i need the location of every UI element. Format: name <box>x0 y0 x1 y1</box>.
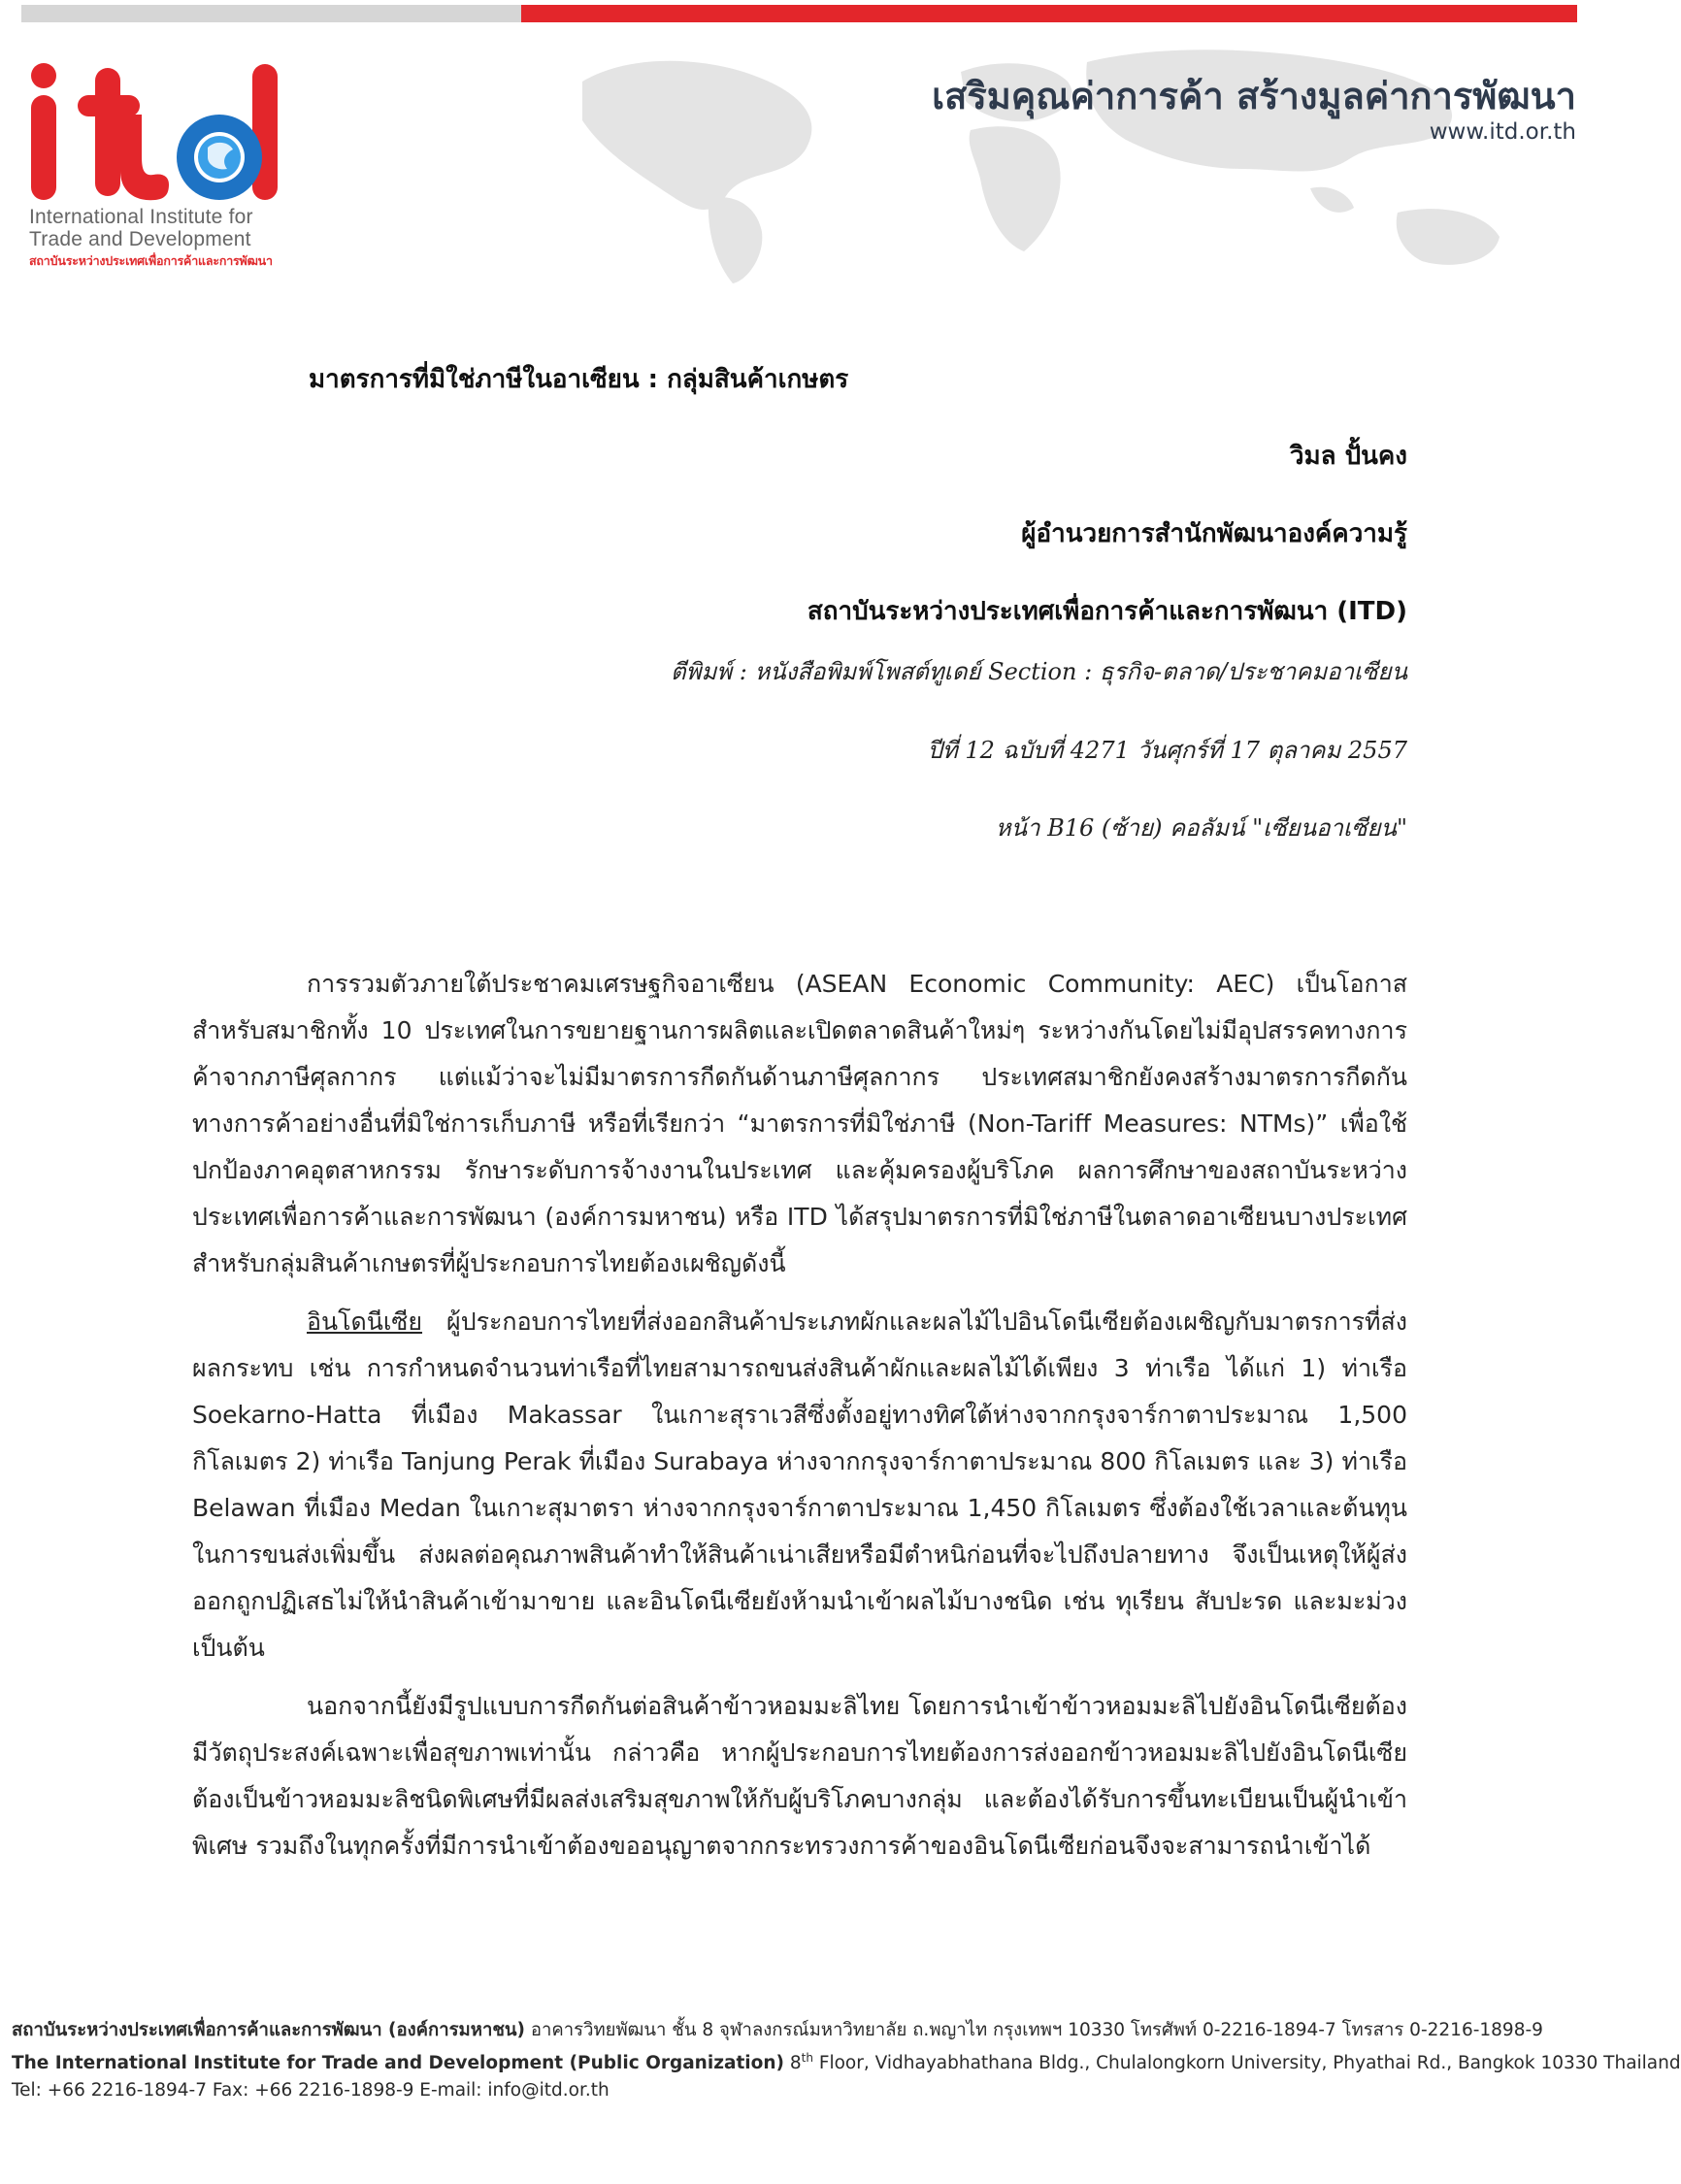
itd-logo-mark <box>27 56 289 207</box>
website-url: www.itd.or.th <box>1429 119 1576 145</box>
footer-english-floor: 8 <box>783 2053 802 2074</box>
paragraph-2 <box>192 1299 1407 1671</box>
footer-thai-name: สถาบันระหว่างประเทศเพื่อการค้าและการพัฒนา (องค์การมหาชน) <box>12 2020 525 2040</box>
footer-thai-line <box>12 2017 1594 2044</box>
world-map-background <box>544 23 1582 285</box>
footer-english-name: The International Institute for Trade and Development (Public Organization) <box>12 2053 784 2074</box>
paragraph-3 <box>192 1683 1407 1870</box>
itd-logo <box>27 56 289 275</box>
slogan: เสริมคุณค่าการค้า สร้างมูลค่าการพัฒนา <box>932 75 1576 117</box>
logo-english-line-2: Trade and Development <box>29 228 251 250</box>
paragraph-1-text: การรวมตัวภายใต้ประชาคมเศรษฐกิจอาเซียน (ASEAN Economic Community: AEC) เป็นโอกาสสำหรับสมาชิกทั้ง 10 ประเทศในการขยายฐานการผลิตและเปิดตลาดสินค้าใหม่ๆ ระหว่างกันโดยไม่มีอุปสรรคทางการค้าจากภาษีศุลกากร แต่แม้ว่าจะไม่มีมาตรการกีดกันด้านภาษีศุลกากร ประเทศสมาชิกยังคงสร้างมาตรการกีดกันทางการค้าอย่างอื่นที่มิใช่การเก็บภาษี หรือที่เรียกว่า “มาตรการที่มิใช่ภาษี (Non-Tariff Measures: NTMs)” เพื่อใช้ปกป้องภาคอุตสาหกรรม รักษาระดับการจ้างงานในประเทศ และคุ้มครองผู้บริโภค ผลการศึกษาของสถาบันระหว่างประเทศเพื่อการค้าและการพัฒนา (องค์การมหาชน) หรือ ITD ได้สรุปมาตรการที่มิใช่ภาษีในตลาดอาเซียนบางประเทศสำหรับกลุ่มสินค้าเกษตรที่ผู้ประกอบการไทยต้องเผชิญดังนี้ <box>192 970 1407 1277</box>
publication-source: ตีพิมพ์ : หนังสือพิมพ์โพสต์ทูเดย์ Section : ธุรกิจ-ตลาด/ประชาคมอาเซียน <box>671 658 1407 685</box>
paragraph-2-text: ผู้ประกอบการไทยที่ส่งออกสินค้าประเภทผักและผลไม้ไปอินโดนีเซียต้องเผชิญกับมาตรการที่ส่งผลกระทบ เช่น การกำหนดจำนวนท่าเรือที่ไทยสามารถขนส่งสินค้าผักและผลไม้ได้เพียง 3 ท่าเรือ ได้แก่ 1) ท่าเรือ Soekarno-Hatta ที่เมือง Makassar ในเกาะสุราเวสีซึ่งตั้งอยู่ทางทิศใต้ห่างจากกรุงจาร์กาตาประมาณ 1,500 กิโลเมตร 2) ท่าเรือ Tanjung Perak ที่เมือง Surabaya ห่างจากกรุงจาร์กาตาประมาณ 800 กิโลเมตร และ 3) ท่าเรือ Belawan ที่เมือง Medan ในเกาะสุมาตรา ห่างจากกรุงจาร์กาตาประมาณ 1,450 กิโลเมตร ซึ่งต้องใช้เวลาและต้นทุนในการขนส่งเพิ่มขึ้น ส่งผลต่อคุณภาพสินค้าทำให้สินค้าเน่าเสียหรือมีตำหนิก่อนที่จะไปถึงปลายทาง จึงเป็นเหตุให้ผู้ส่งออกถูกปฏิเสธไม่ให้นำสินค้าเข้ามาขาย และอินโดนีเซียยังห้ามนำเข้าผลไม้บางชนิด เช่น ทุเรียน สับปะรด และมะม่วง เป็นต้น <box>192 1307 1407 1662</box>
paragraph-3-text: นอกจากนี้ยังมีรูปแบบการกีดกันต่อสินค้าข้าวหอมมะลิไทย โดยการนำเข้าข้าวหอมมะลิไปยังอินโดนีเซียต้องมีวัตถุประสงค์เฉพาะเพื่อสุขภาพเท่านั้น กล่าวคือ หากผู้ประกอบการไทยต้องการส่งออกข้าวหอมมะลิไปยังอินโดนีเซียต้องเป็นข้าวหอมมะลิชนิดพิเศษที่มีผลส่งเสริมสุขภาพให้กับผู้บริโภคบางกลุ่ม และต้องได้รับการขึ้นทะเบียนเป็นผู้นำเข้าพิเศษ รวมถึงในทุกครั้งที่มีการนำเข้าต้องขออนุญาตจากกระทรวงการค้าของอินโดนีเซียก่อนจึงจะสามารถนำเข้าได้ <box>192 1692 1407 1860</box>
footer-english-line <box>12 2044 1681 2077</box>
author-name: วิมล ปั้นคง <box>1289 442 1407 471</box>
header-gray-bar <box>21 5 521 22</box>
author-position: ผู้อำนวยการสำนักพัฒนาองค์ความรู้ <box>1021 519 1407 548</box>
paragraph-2-lead: อินโดนีเซีย <box>307 1307 423 1336</box>
footer-contact-line: Tel: +66 2216-1894-7 Fax: +66 2216-1898-9 E-mail: info@itd.or.th <box>12 2080 610 2101</box>
logo-thai-line: สถาบันระหว่างประเทศเพื่อการค้าและการพัฒนา <box>29 253 273 268</box>
page-footer <box>12 2017 1681 2104</box>
paragraph-1 <box>192 961 1407 1287</box>
article-body <box>192 961 1407 1881</box>
author-institute: สถาบันระหว่างประเทศเพื่อการค้าและการพัฒนา (ITD) <box>807 597 1407 626</box>
footer-thai-address: อาคารวิทยพัฒนา ชั้น 8 จุฬาลงกรณ์มหาวิทยาลัย ถ.พญาไท กรุงเทพฯ 10330 โทรศัพท์ 0-2216-1894-7 โทรสาร 0-2216-1898-9 <box>524 2020 1543 2040</box>
header-red-bar <box>521 5 1577 22</box>
article-title: มาตรการที่มิใช่ภาษีในอาเซียน : กลุ่มสินค้าเกษตร <box>309 365 849 394</box>
publication-issue: ปีที่ 12 ฉบับที่ 4271 วันศุกร์ที่ 17 ตุลาคม 2557 <box>927 737 1407 764</box>
logo-english-line-1: International Institute for <box>29 206 253 228</box>
publication-page-ref: หน้า B16 (ซ้าย) คอลัมน์ "เซียนอาเซียน" <box>995 814 1407 842</box>
footer-english-address: Floor, Vidhayabhathana Bldg., Chulalongkorn University, Phyathai Rd., Bangkok 10330 Thailand <box>812 2053 1681 2074</box>
footer-english-floor-suffix: th <box>801 2051 813 2065</box>
